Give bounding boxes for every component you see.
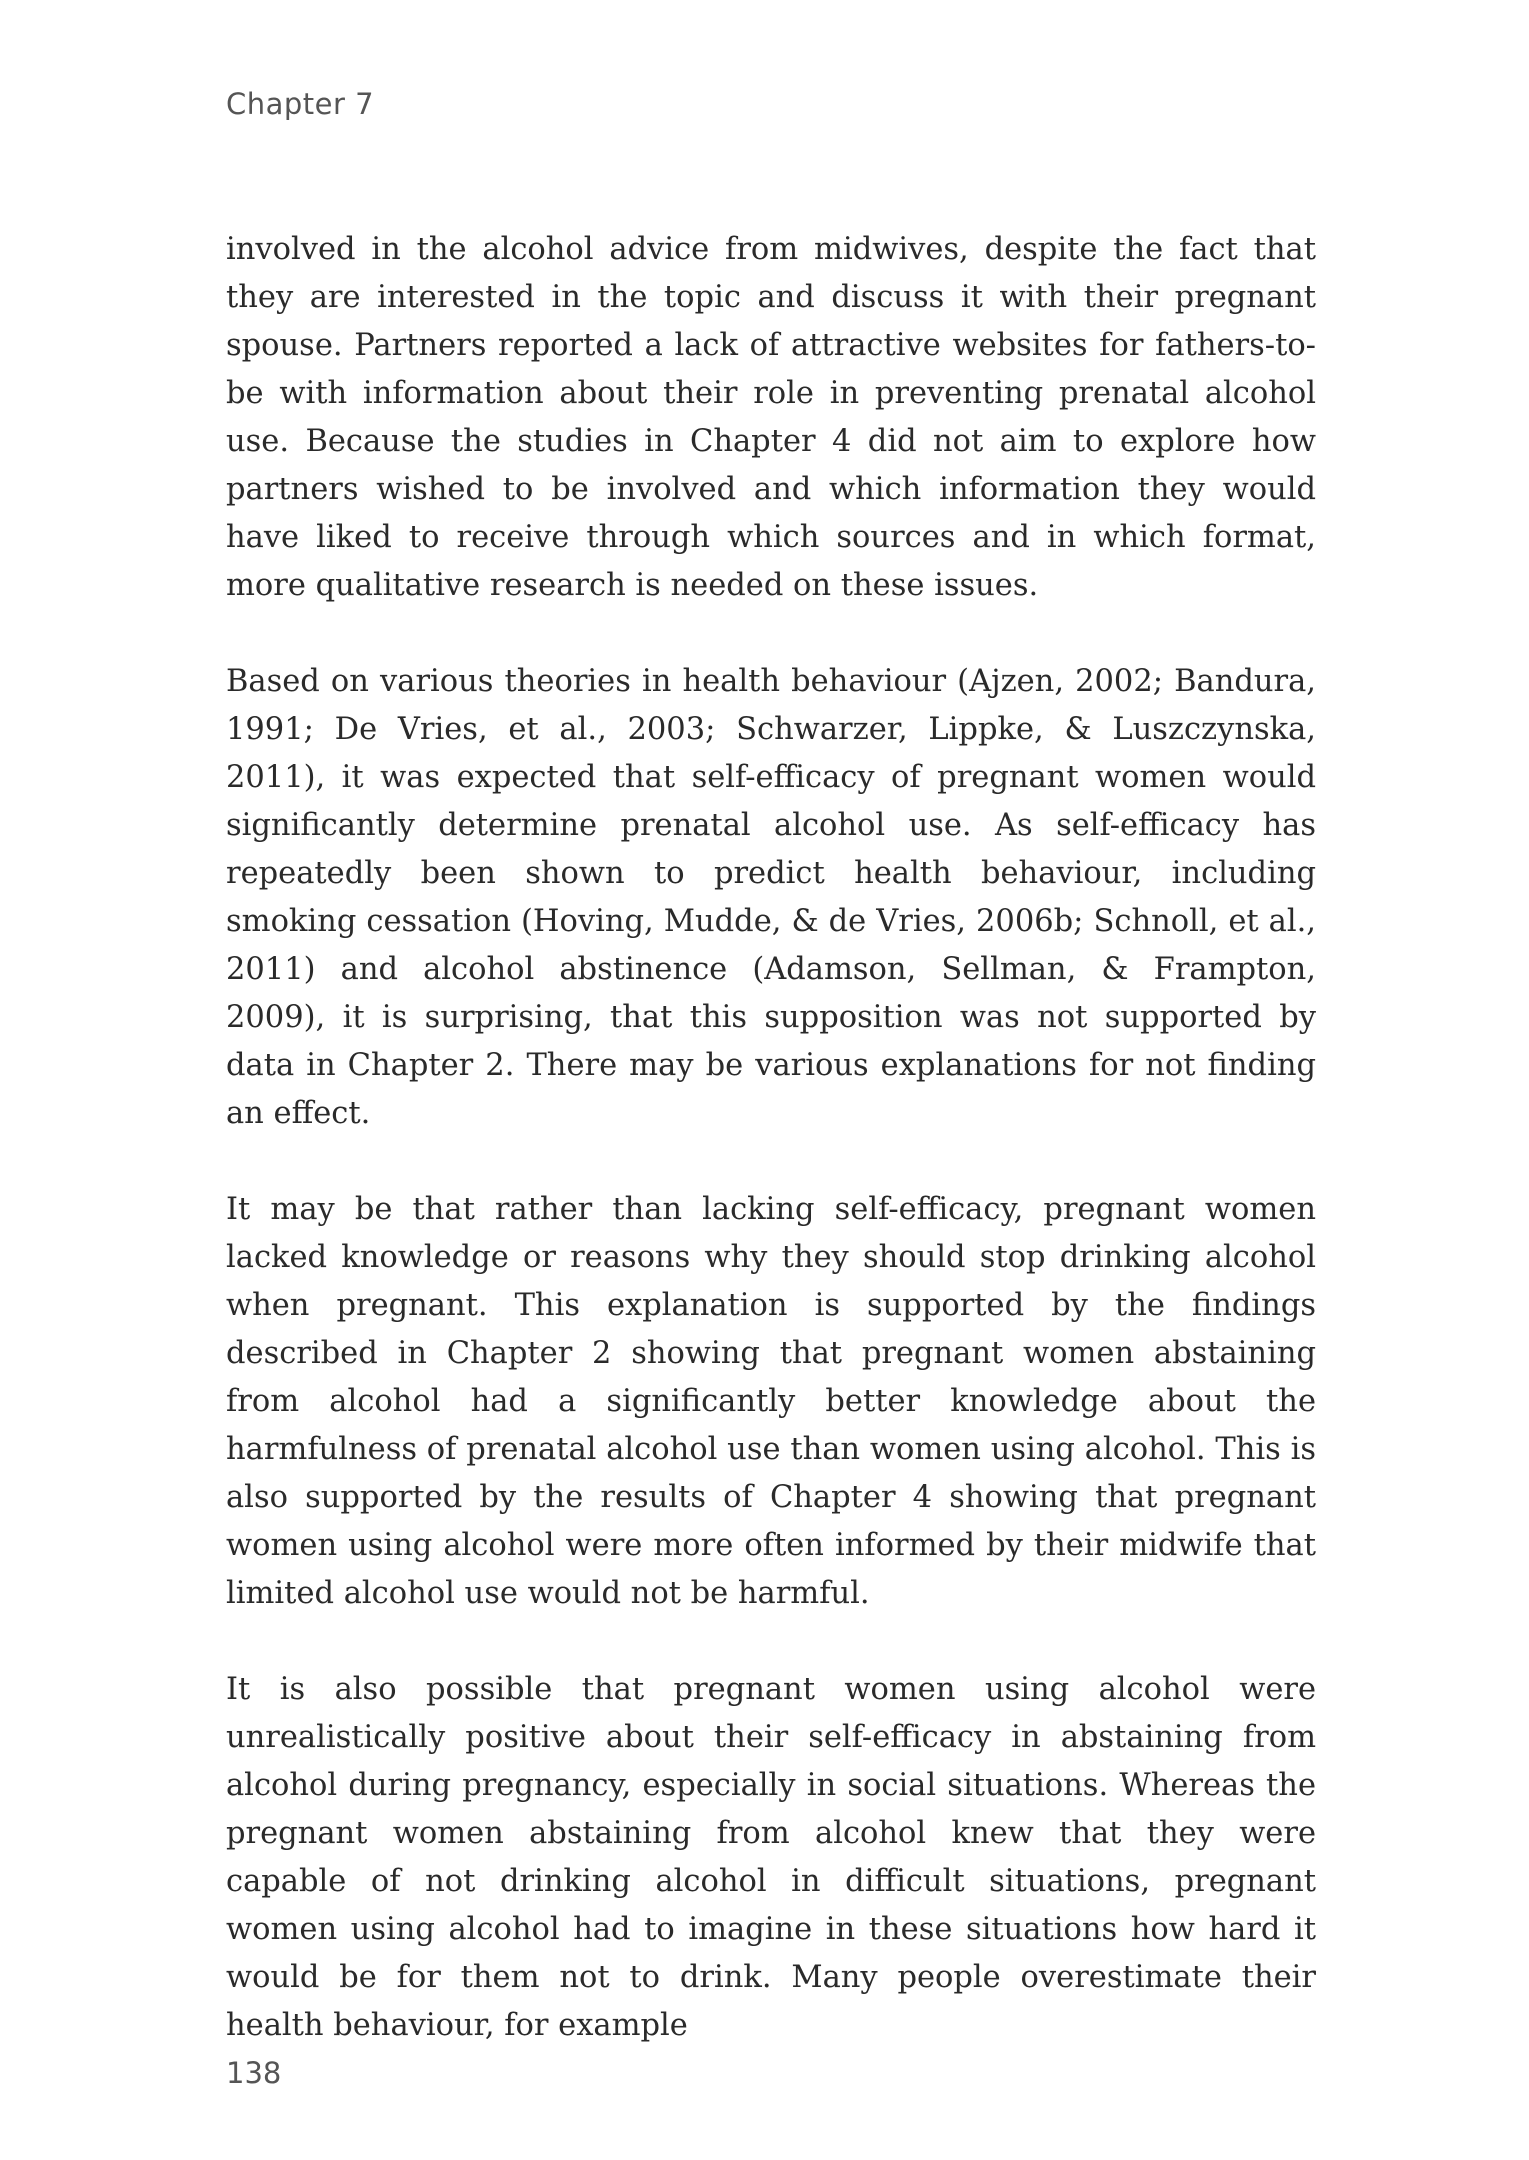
paragraph: involved in the alcohol advice from midwives, despite the fact that they are interested in the topic and discuss it with their pregnant spouse. Partners reported a lack of attractive websites for fathers-to-be with information about their role in preventing prenatal alcohol use. Because the studies in Chapter 4 did not aim to explore how partners wished to be involved and which information they would have liked to receive through which sources and in which format, more qualitative research is needed on these issues.: [226, 232, 1316, 603]
page-number: 138: [226, 2056, 282, 2090]
paragraph: It is also possible that pregnant women using alcohol were unrealistically positive about their self-efficacy in abstaining from alcohol during pregnancy, especially in social situations. Whereas the pregnant women abstaining from alcohol knew that they were capable of not drinking alcohol in difficult situations, pregnant women using alcohol had to imagine in these situations how hard it would be for them not to drink. Many people overestimate their health behaviour, for example: [226, 1672, 1316, 2043]
paragraph: It may be that rather than lacking self-efficacy, pregnant women lacked knowledge or reasons why they should stop drinking alcohol when pregnant. This explanation is supported by the findings described in Chapter 2 showing that pregnant women abstaining from alcohol had a significantly better knowledge about the harmfulness of prenatal alcohol use than women using alcohol. This is also supported by the results of Chapter 4 showing that pregnant women using alcohol were more often informed by their midwife that limited alcohol use would not be harmful.: [226, 1192, 1316, 1611]
paragraph: Based on various theories in health behaviour (Ajzen, 2002; Bandura, 1991; De Vries, et al., 2003; Schwarzer, Lippke, & Luszczynska, 2011), it was expected that self-efficacy of pregnant women would significantly determine prenatal alcohol use. As self-efficacy has repeatedly been shown to predict health behaviour, including smoking cessation (Hoving, Mudde, & de Vries, 2006b; Schnoll, et al., 2011) and alcohol abstinence (Adamson, Sellman, & Frampton, 2009), it is surprising, that this supposition was not supported by data in Chapter 2. There may be various explanations for not finding an effect.: [226, 664, 1316, 1131]
running-head: Chapter 7: [226, 87, 375, 121]
body-text: [226, 226, 1316, 2050]
